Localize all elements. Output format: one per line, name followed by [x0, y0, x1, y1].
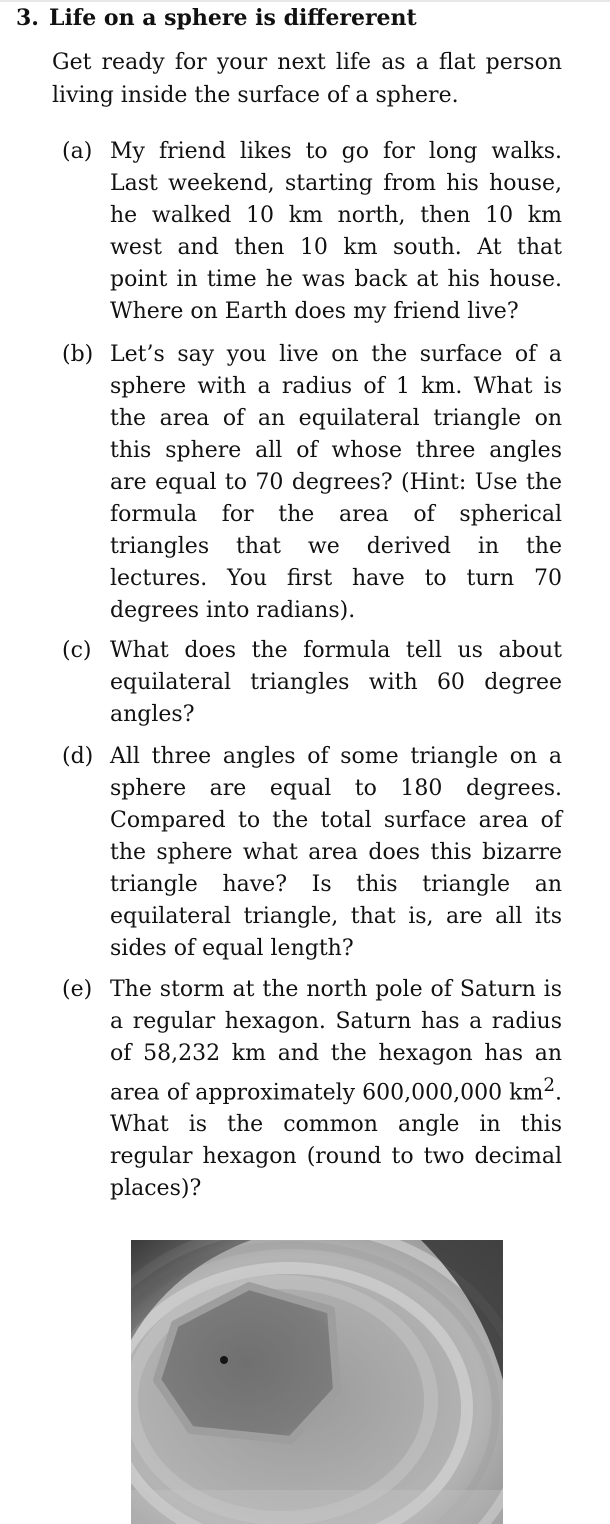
part-d-label: (d) — [62, 744, 94, 769]
problem-number: 3. — [16, 5, 39, 31]
problem-title: Life on a sphere is differerent — [48, 5, 417, 31]
part-d — [62, 741, 562, 965]
problem-heading — [16, 3, 606, 33]
part-e-label: (e) — [62, 977, 93, 1002]
part-e-text-before: The storm at the north pole of Saturn is a regular hexagon. Saturn has a radius of 58,232 km and the hexagon has an area of approximately 600,000,000 km — [110, 977, 562, 1106]
part-c-label: (c) — [62, 638, 92, 663]
part-b — [62, 339, 562, 627]
part-e — [62, 974, 562, 1205]
page-top-border — [0, 0, 610, 2]
part-a-label: (a) — [62, 139, 93, 164]
part-c-text: What does the formula tell us about equilateral triangles with 60 degree angles? — [110, 638, 562, 727]
part-d-text: All three angles of some triangle on a sphere are equal to 180 degrees. Compared to the total surface area of the sphere what area does this bizarre triangle have? Is this triangle an equilateral triangle, that is, are all its sides of equal length? — [110, 744, 562, 961]
part-b-label: (b) — [62, 342, 94, 367]
part-e-text-after: . What is the common angle in this regular hexagon (round to two decimal places)? — [110, 1080, 562, 1202]
part-e-superscript: 2 — [543, 1075, 555, 1096]
problem-intro: Get ready for your next life as a flat person living inside the surface of a sphere. — [52, 50, 562, 108]
saturn-north-pole-image — [131, 1240, 503, 1524]
part-e-text — [110, 974, 562, 1205]
part-c — [62, 635, 562, 731]
part-a — [62, 136, 562, 328]
part-a-text: My friend likes to go for long walks. Last weekend, starting from his house, he walked 10 km north, then 10 km west and then 10 km south. At that point in time he was back at his house. Where on Earth does my friend live? — [110, 139, 562, 324]
part-b-text: Let’s say you live on the surface of a sphere with a radius of 1 km. What is the area of an equilateral triangle on this sphere all of whose three angles are equal to 70 degrees? (Hint: Use the formula for the area of spherical triangles that we derived in the lectures. You first have to turn 70 degrees into radians). — [110, 342, 562, 623]
